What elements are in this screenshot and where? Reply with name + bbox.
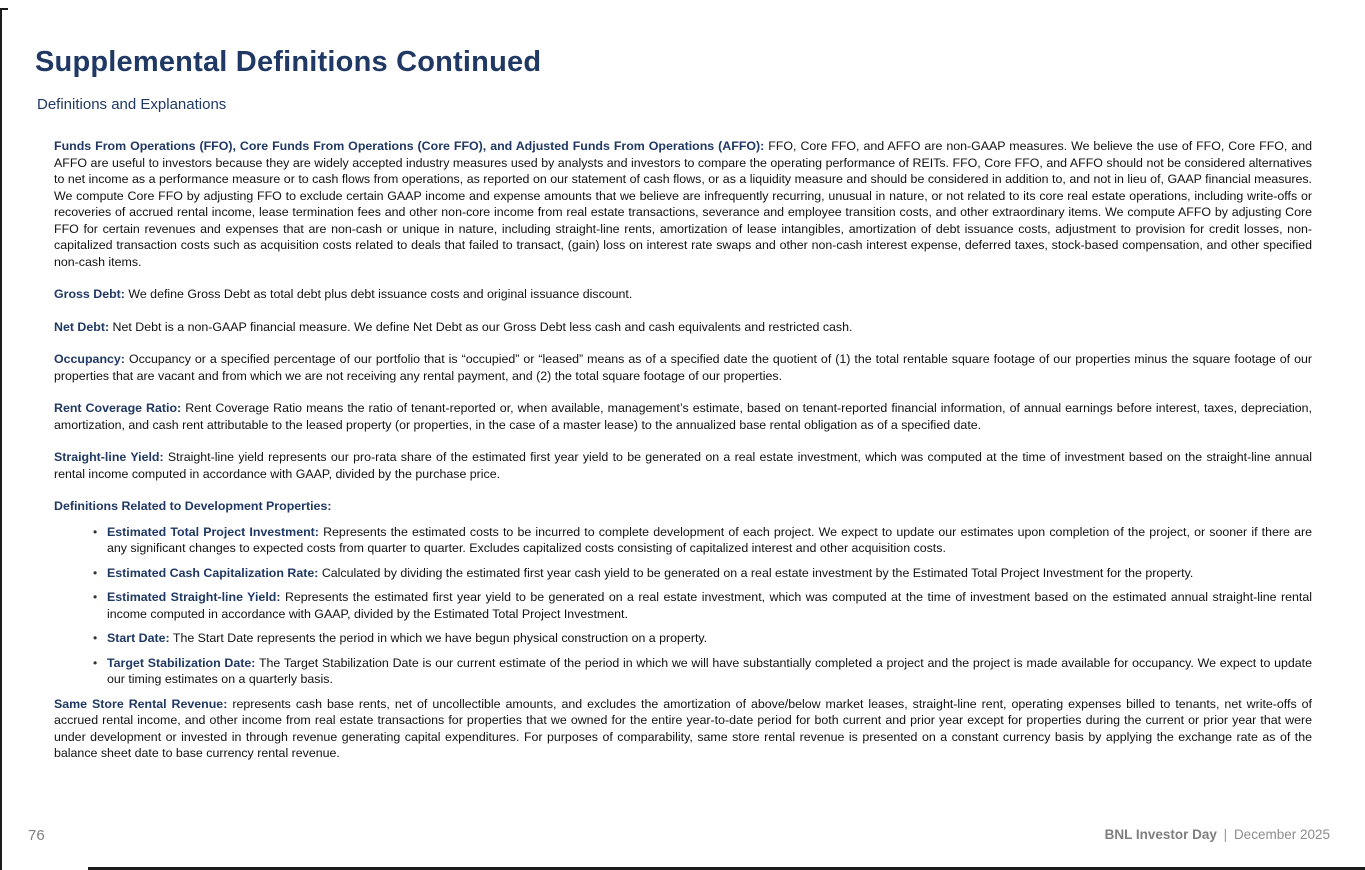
bullet-term: Estimated Straight-line Yield: (107, 590, 281, 604)
bullet-start-date (107, 630, 1312, 647)
definition-same-store-text: represents cash base rents, net of uncollectible amounts, and excludes the amortization of above/below market leases, straight-line rent, operating expenses billed to tenants, net write-offs of accrued rental income, and other income from real estate transactions for properties that we owned for the entire year-to-date period for both current and prior year except for properties during the current or prior year that were under development or invested in through revenue generating capital expenditures. For purposes of comparability, same store rental revenue is presented on a constant currency basis by applying the exchange rate as of the balance sheet date to base currency rental revenue. (54, 696, 1312, 760)
definition-ffo-term: Funds From Operations (FFO), Core Funds From Operations (Core FFO), and Adjusted Funds From Operations (AFFO): (54, 139, 765, 153)
bullet-text: Calculated by dividing the estimated first year cash yield to be generated on a real estate investment by the Estimated Total Project Investment for the property. (321, 565, 1194, 580)
footer-date: December 2025 (1233, 827, 1330, 842)
bullet-estimated-total-project-investment (107, 524, 1312, 557)
definition-rent-coverage (54, 400, 1312, 433)
development-bullet-list (54, 524, 1312, 688)
definition-net-debt-term: Net Debt: (54, 319, 110, 334)
definition-same-store-rental-revenue (54, 696, 1312, 762)
definition-occupancy-term: Occupancy: (54, 352, 125, 366)
page-title: Supplemental Definitions Continued (35, 46, 542, 78)
definition-ffo-text: FFO, Core FFO, and AFFO are non-GAAP measures. We believe the use of FFO, Core FFO, and AFFO are useful to investors because they are widely accepted industry measures used by analysts and investors to compare the operating performance of REITs. FFO, Core FFO, and AFFO should not be considered alternatives to net income as a performance measure or to cash flows from operations, as reported on our statement of cash flows, or as a liquidity measure and should be considered in addition to, and not in lieu of, GAAP financial measures. We compute Core FFO by adjusting FFO to exclude certain GAAP income and expense amounts that we believe are infrequently recurring, unusual in nature, or not related to its core real estate operations, including write-offs or recoveries of accrued rental income, lease termination fees and other non-core income from real estate transactions, severance and employee transition costs, and other extraordinary items. We compute AFFO by adjusting Core FFO for certain revenues and expenses that are non-cash or unique in nature, including straight-line rents, amortization of lease intangibles, amortization of debt issuance costs, adjustment to provision for credit losses, non-capitalized transaction costs such as acquisition costs related to deals that failed to transact, (gain) loss on interest rate swaps and other non-cash interest expense, deferred taxes, stock-based compensation, and other specified non-cash items. (54, 139, 1312, 269)
definition-gross-debt (54, 286, 1312, 303)
definition-net-debt (54, 319, 1312, 336)
page-subtitle: Definitions and Explanations (37, 96, 227, 113)
bullet-target-stabilization-date (107, 655, 1312, 688)
bullet-text: Represents the estimated costs to be incurred to complete development of each project. We expect to update our estimates upon completion of the project, or sooner if there are any significant changes to expected costs from quarter to quarter. Excludes capitalized costs consisting of capitalized interest and other acquisition costs. (107, 524, 1312, 555)
definition-gross-debt-text: We define Gross Debt as total debt plus debt issuance costs and original issuance discount. (128, 287, 633, 301)
definition-straight-line-yield (54, 449, 1312, 482)
definition-net-debt-text: Net Debt is a non-GAAP financial measure. We define Net Debt as our Gross Debt less cash and cash equivalents and restricted cash. (112, 319, 853, 334)
page-number: 76 (28, 827, 45, 844)
definition-occupancy (54, 351, 1312, 384)
definition-rent-coverage-text: Rent Coverage Ratio means the ratio of tenant-reported or, when available, management’s estimate, based on tenant-reported financial information, of annual earnings before interest, taxes, depreciation, amortization, and cash rent attributable to the leased property (or properties, in the case of a master lease) to the annualized base rental obligation as of a specified date. (54, 401, 1313, 432)
definition-occupancy-text: Occupancy or a specified percentage of our portfolio that is “occupied” or “leased” means as of a specified date the quotient of (1) the total rentable square footage of our properties minus the square footage of our properties that are vacant and from which we are not receiving any rental payment, and (2) the total square footage of our properties. (54, 352, 1312, 383)
development-properties-heading: Definitions Related to Development Properties: (54, 499, 332, 513)
bullet-text: Represents the estimated first year yield to be generated on a real estate investment, which was computed at the time of investment based on the estimated annual straight-line rental income computed in accordance with GAAP, divided by the Estimated Total Project Investment. (107, 590, 1313, 621)
definition-straight-line-yield-text: Straight-line yield represents our pro-rata share of the estimated first year yield to be generated on a real estate investment, which was computed at the time of investment based on the straight-line annual rental income computed in accordance with GAAP, divided by the purchase price. (54, 450, 1312, 481)
bullet-term: Target Stabilization Date: (107, 655, 256, 670)
definition-straight-line-yield-term: Straight-line Yield: (54, 450, 164, 464)
bullet-text: The Target Stabilization Date is our current estimate of the period in which we will have substantially completed a project and the project is made available for occupancy. We expect to update our timing estimates on a quarterly basis. (107, 655, 1312, 686)
definition-same-store-term: Same Store Rental Revenue: (54, 696, 228, 711)
definitions-content (54, 138, 1312, 778)
bullet-term: Start Date: (107, 631, 170, 645)
bullet-term: Estimated Total Project Investment: (107, 524, 319, 539)
page-edge-left (0, 8, 2, 870)
footer-brand: BNL Investor Day (1104, 827, 1217, 842)
definition-rent-coverage-term: Rent Coverage Ratio: (54, 401, 182, 415)
bullet-term: Estimated Cash Capitalization Rate: (107, 565, 319, 580)
footer-separator: | (1223, 827, 1228, 842)
definition-ffo (54, 138, 1312, 270)
page-edge-top-left (0, 8, 8, 10)
footer-right (1105, 827, 1330, 842)
definition-gross-debt-term: Gross Debt: (54, 287, 125, 301)
bullet-estimated-straight-line-yield (107, 589, 1312, 622)
bullet-estimated-cash-cap-rate (107, 565, 1312, 582)
bullet-text: The Start Date represents the period in which we have begun physical construction on a property. (172, 631, 708, 645)
